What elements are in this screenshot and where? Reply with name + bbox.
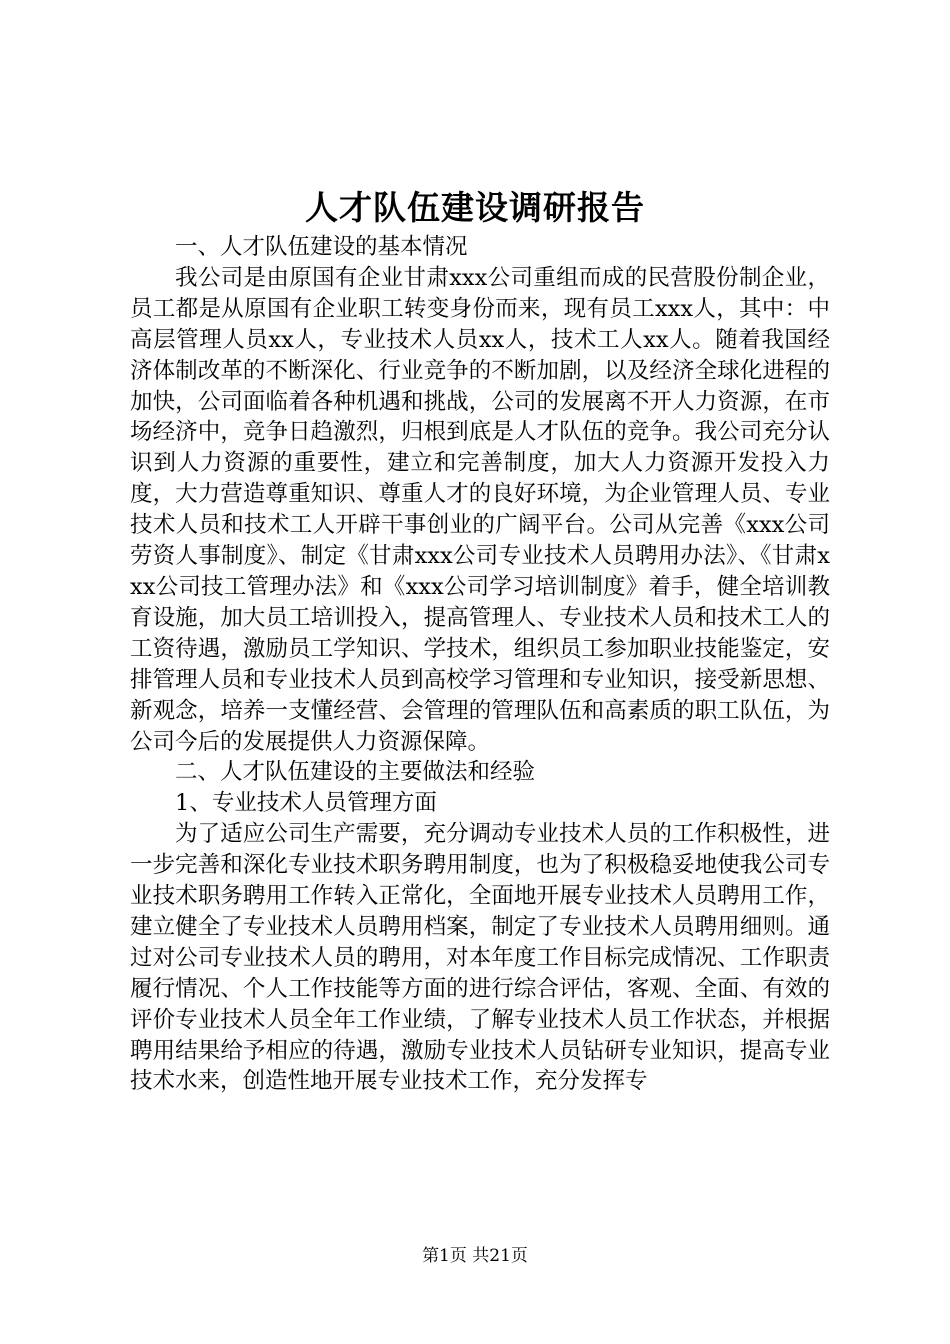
document-body xyxy=(130,232,830,1097)
subsection-heading-technical-staff: 1、专业技术人员管理方面 xyxy=(175,790,437,817)
page-footer: 第1页 共21页 xyxy=(422,1246,528,1266)
body-paragraph: 为了适应公司生产需要，充分调动专业技术人员的工作积极性，进一步完善和深化专业技术职务聘用制度，也为了积极稳妥地使我公司专业技术职务聘用工作转入正常化，全面地开展专业技术人员聘用工作，建立健全了专业技术人员聘用档案，制定了专业技术人员聘用细则。通过对公司专业技术人员的聘用，对本年度工作目标完成情况、工作职责履行情况、个人工作技能等方面的进行综合评估，客观、全面、有效的评价专业技术人员全年工作业绩，了解专业技术人员工作状态，并根据聘用结果给予相应的待遇，激励专业技术人员钻研专业知识，提高专业技术水来，创造性地开展专业技术工作，充分发挥专 xyxy=(130,821,830,1095)
section-heading-main-practices: 二、人才队伍建设的主要做法和经验 xyxy=(175,759,536,786)
body-paragraph: 我公司是由原国有企业甘肃xxx公司重组而成的民营股份制企业，员工都是从原国有企业职工转变身份而来，现有员工xxx人，其中：中高层管理人员xx人，专业技术人员xx人，技术工人xx人。随着我国经济体制改革的不断深化、行业竞争的不断加剧，以及经济全球化进程的加快，公司面临着各种机遇和挑战，公司的发展离不开人力资源，在市场经济中，竞争日趋激烈，归根到底是人才队伍的竞争。我公司充分认识到人力资源的重要性，建立和完善制度，加大人力资源开发投入力度，大力营造尊重知识、尊重人才的良好环境，为企业管理人员、专业技术人员和技术工人开辟干事创业的广阔平台。公司从完善《xxx公司劳资人事制度》、制定《甘肃xxx公司专业技术人员聘用办法》、《甘肃xxx公司技工管理办法》和《xxx公司学习培训制度》着手，健全培训教育设施，加大员工培训投入，提高管理人、专业技术人员和技术工人的工资待遇，激励员工学知识、学技术，组织员工参加职业技能鉴定，安排管理人员和专业技术人员到高校学习管理和专业知识，接受新思想、新观念，培养一支懂经营、会管理的管理队伍和高素质的职工队伍，为公司今后的发展提供人力资源保障。 xyxy=(130,264,830,755)
section-heading-basic-situation: 一、人才队伍建设的基本情况 xyxy=(175,234,468,260)
document-title: 人才队伍建设调研报告 xyxy=(305,188,645,227)
